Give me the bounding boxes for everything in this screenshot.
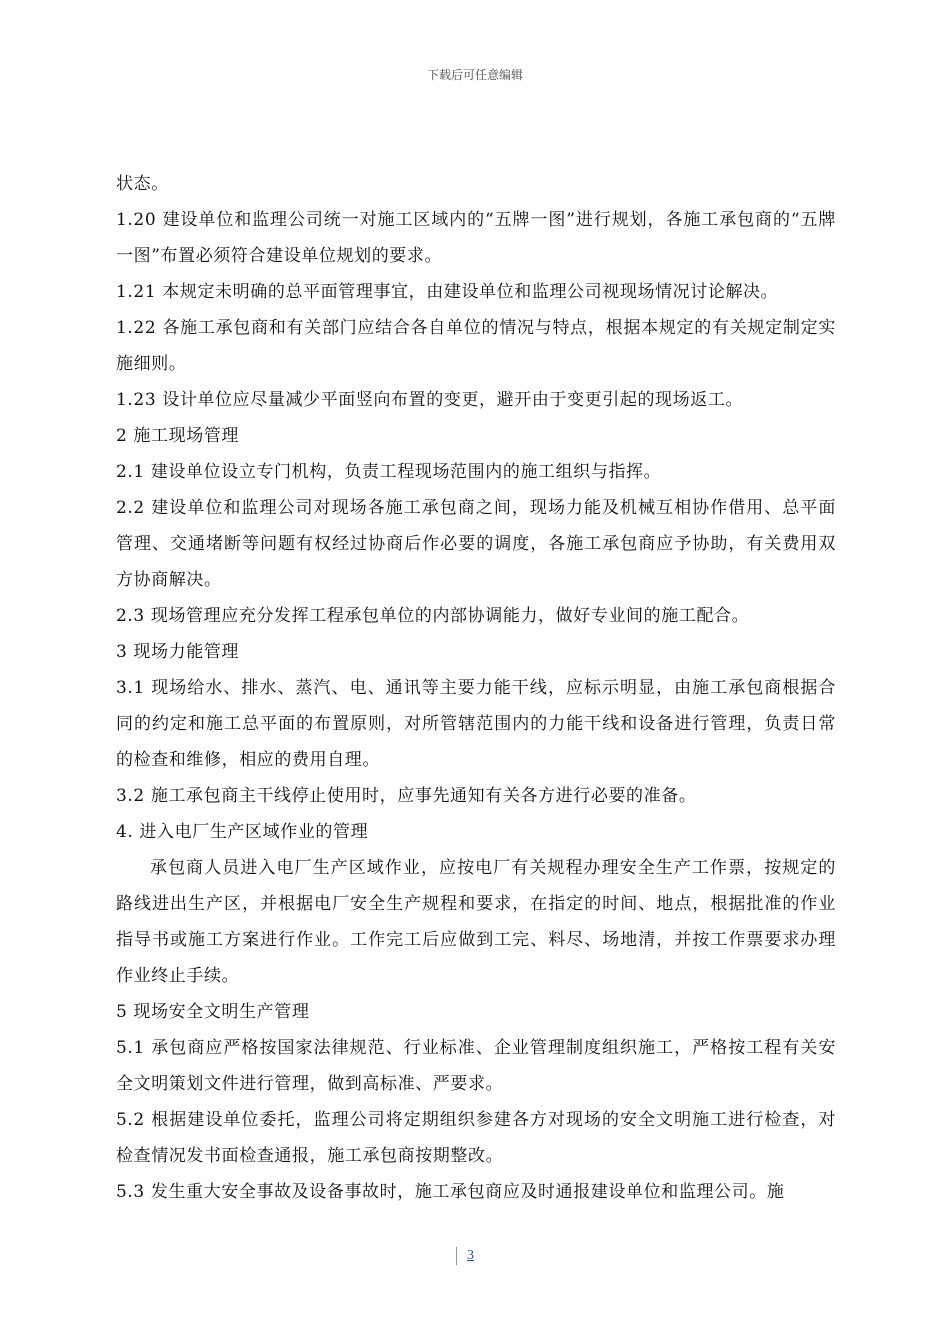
section-heading: 2 施工现场管理 [116, 426, 240, 446]
paragraph: 1.20 建设单位和监理公司统一对施工区域内的“五牌一图”进行规划，各施工承包商的“五牌一图”布置必须符合建设单位规划的要求。 [116, 210, 836, 266]
page-number[interactable]: 3 [467, 1248, 474, 1263]
footer-divider [456, 1247, 457, 1265]
paragraph: 5.3 发生重大安全事故及设备事故时，施工承包商应及时通报建设单位和监理公司。施 [116, 1182, 785, 1202]
paragraph: 承包商人员进入电厂生产区域作业，应按电厂有关规程办理安全生产工作票，按规定的路线进出生产区，并根据电厂安全生产规程和要求，在指定的时间、地点，根据批准的作业指导书或施工方案进行作业。工作完工后应做到工完、料尽、场地清，并按工作票要求办理作业终止手续。 [116, 858, 836, 986]
paragraph: 2.3 现场管理应充分发挥工程承包单位的内部协调能力，做好专业间的施工配合。 [116, 606, 750, 626]
page-header: 下载后可任意编辑 [426, 68, 523, 82]
section-heading: 3 现场力能管理 [116, 642, 240, 662]
paragraph: 3.1 现场给水、排水、蒸汽、电、通讯等主要力能干线，应标示明显，由施工承包商根据合同的约定和施工总平面的布置原则，对所管辖范围内的力能干线和设备进行管理，负责日常的检查和维修，相应的费用自理。 [116, 678, 836, 770]
paragraph: 5.1 承包商应严格按国家法律规范、行业标准、企业管理制度组织施工，严格按工程有关安全文明策划文件进行管理，做到高标准、严要求。 [116, 1038, 836, 1094]
paragraph: 2.2 建设单位和监理公司对现场各施工承包商之间，现场力能及机械互相协作借用、总平面管理、交通堵断等问题有权经过协商后作必要的调度，各施工承包商应予协助，有关费用双方协商解决。 [116, 498, 836, 590]
paragraph: 2.1 建设单位设立专门机构，负责工程现场范围内的施工组织与指挥。 [116, 462, 662, 482]
paragraph: 状态。 [116, 174, 169, 194]
paragraph: 1.22 各施工承包商和有关部门应结合各自单位的情况与特点，根据本规定的有关规定制定实施细则。 [116, 318, 836, 374]
section-heading: 4. 进入电厂生产区域作业的管理 [116, 822, 369, 842]
paragraph: 5.2 根据建设单位委托，监理公司将定期组织参建各方对现场的安全文明施工进行检查，对检查情况发书面检查通报，施工承包商按期整改。 [116, 1110, 836, 1166]
section-heading: 5 现场安全文明生产管理 [116, 1002, 310, 1022]
paragraph: 1.21 本规定未明确的总平面管理事宜，由建设单位和监理公司视现场情况讨论解决。 [116, 282, 779, 302]
paragraph: 3.2 施工承包商主干线停止使用时，应事先通知有关各方进行必要的准备。 [116, 786, 697, 806]
document-body [116, 166, 836, 1210]
paragraph: 1.23 设计单位应尽量减少平面竖向布置的变更，避开由于变更引起的现场返工。 [116, 390, 744, 410]
page-footer [456, 1246, 474, 1266]
